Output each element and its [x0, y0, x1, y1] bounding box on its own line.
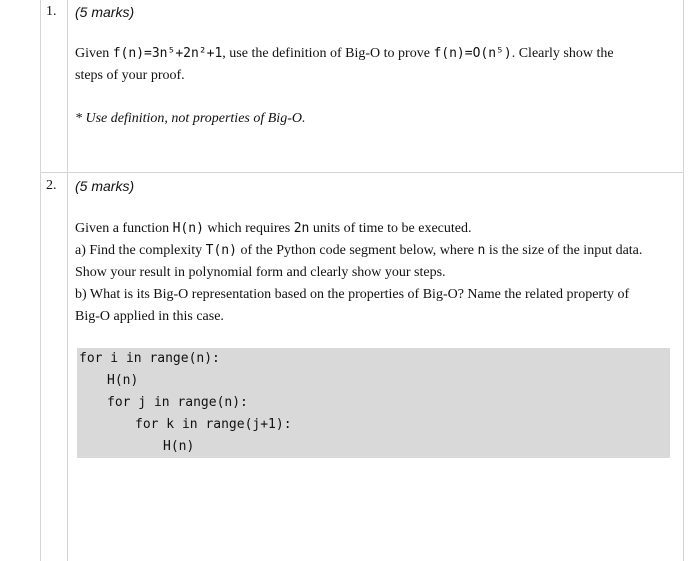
code-block [77, 348, 670, 458]
function-f: f(n)=3n⁵+2n²+1 [112, 46, 223, 61]
question-marks-1: (5 marks) [75, 4, 135, 20]
table-border-left [40, 0, 41, 561]
question-2-text: Given a function H(n) which requires 2n units of time to be executed. a) Find the complexity T(n) of the Python code segment below, where n is the size of the input data. Show your result in polynomial form and clearly show your steps. b) What is its Big-O representation based on the properties of Big-O? Name the related property of Big-O applied in this case. [75, 221, 643, 324]
question-number-2: 2. [46, 178, 57, 193]
code-line-1: for i in range(n): [79, 351, 220, 366]
code-line-2: H(n) [107, 373, 139, 388]
question-1-note: * Use definition, not properties of Big-O. [75, 111, 306, 126]
question-marks-2: (5 marks) [75, 178, 135, 194]
question-number-1: 1. [46, 4, 57, 19]
row-separator [40, 172, 684, 173]
code-line-4: for k in range(j+1): [135, 417, 292, 432]
table-column-divider [67, 0, 68, 561]
question-1-text: Given f(n)=3n⁵+2n²+1, use the definition of Big-O to prove f(n)=O(n⁵). Clearly show the steps of your proof. [75, 46, 614, 83]
code-line-3: for j in range(n): [107, 395, 248, 410]
big-o-claim: f(n)=O(n⁵) [433, 46, 512, 61]
table-border-right [683, 0, 684, 561]
code-line-5: H(n) [163, 439, 195, 454]
